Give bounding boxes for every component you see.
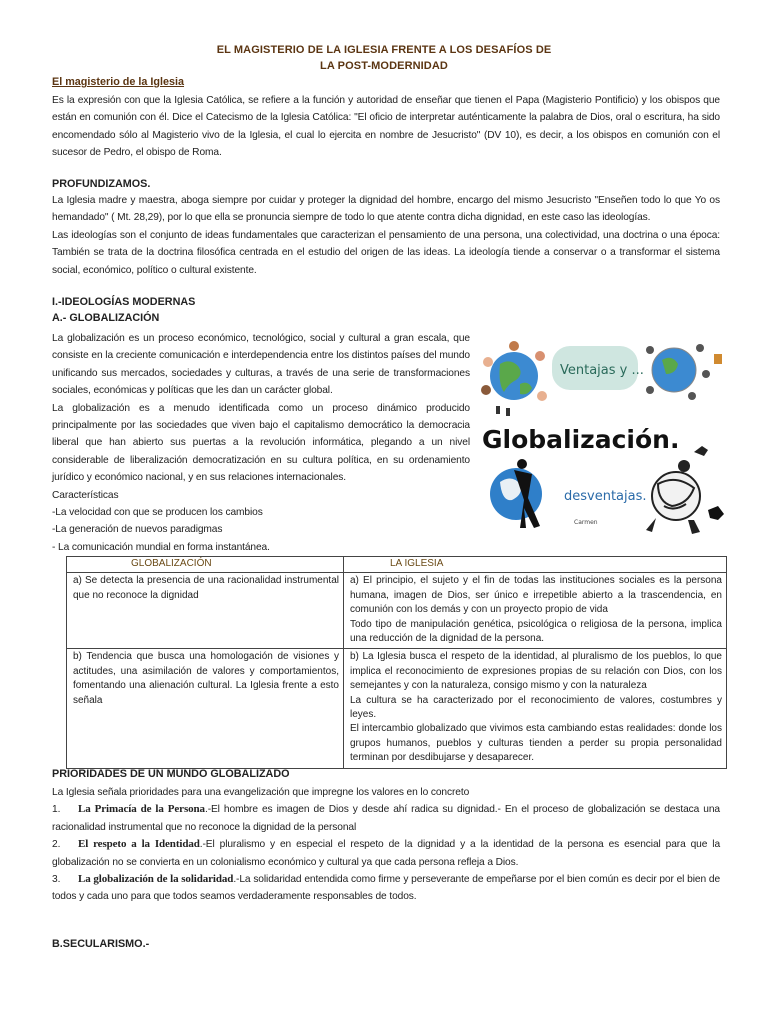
table-cell-globalizacion: [67, 649, 344, 768]
ventajas-text: Ventajas y ...: [560, 363, 644, 378]
prioridad-item: [52, 871, 720, 906]
globalizacion-paragraph-1: La globalización es un proceso económico, tecnológico, social y cultural a gran escala, que consiste en la creciente comunicación e interdependencia entre los distintos países del mundo unificando sus mercados, sociedades y culturas, a través de una serie de transformaciones sociales, económicas y políticas que les dan un carácter global.: [52, 333, 470, 397]
globe-figure-icon: [490, 459, 542, 528]
small-map-icon: [694, 446, 708, 456]
table-cell-iglesia: [344, 573, 727, 649]
cell-text: Todo tipo de manipulación genética, psicológica o religiosa de la persona, implica una reducción de la dignidad de la persona.: [350, 618, 722, 645]
prioridades-intro: La Iglesia señala prioridades para una evangelización que impregne los valores en lo concreto: [52, 787, 470, 798]
prioridad-number: 3.: [52, 874, 61, 886]
caracteristicas-label: Características: [52, 489, 119, 501]
table-header-iglesia: LA IGLESIA: [344, 557, 727, 573]
prioridad-text: .-El hombre es imagen de Dios y desde ahí radica su dignidad.- En el proceso de globalización se destaca una racionalidad instrumental que no reconoce la dignidad de la personal: [52, 804, 720, 833]
magisterio-heading: El magisterio de la Iglesia: [52, 76, 185, 88]
document-title-line1: EL MAGISTERIO DE LA IGLESIA FRENTE A LOS DESAFÍOS DE: [216, 44, 552, 56]
prioridad-title: El respeto a la Identidad: [78, 838, 200, 851]
table-header-row: [67, 557, 727, 573]
table-row: [67, 649, 727, 768]
globalizacion-illustration: [478, 334, 726, 540]
table-cell-iglesia: [344, 649, 727, 768]
prioridad-item: [52, 836, 720, 871]
profundizamos-paragraph-1: La Iglesia madre y maestra, aboga siempre por cuidar y proteger la dignidad del hombre, encargo del mismo Jesucristo "Enseñen todo lo que Yo os hemandado" ( Mt. 28,29), por lo que ella se pronuncia siempre de todo lo que atente contra dicha dignidad, en este caso las ideologías.: [52, 195, 720, 224]
collage-signature: Carmen: [574, 519, 598, 526]
secularismo-heading: B.SECULARISMO.-: [52, 938, 150, 950]
tangled-globe-icon: [646, 460, 700, 534]
caracteristica-item: - La comunicación mundial en forma instantánea.: [52, 541, 270, 553]
cell-text: a) El principio, el sujeto y el fin de todas las instituciones sociales es la persona humana, imagen de Dios, ser único e irrepetible abierto a la trascendencia, en comunión con los demás y con un proyecto propio de vida: [350, 575, 722, 616]
ideologias-heading: I.-IDEOLOGÍAS MODERNAS: [52, 296, 196, 308]
caracteristica-item: -La generación de nuevos paradigmas: [52, 524, 223, 536]
magisterio-text: Es la expresión con que la Iglesia Católica, se refiere a la función y autoridad de enseñar que tienen el Papa (Magisterio Pontificio) y los obispos que están en comunión con él. Dice el Catecismo de la Iglesia Católica: "El oficio de interpretar auténticamente la palabra de Dios, oral o escritura, ha sido encomendado sólo al Magisterio vivo de la Iglesia, el cual lo ejercita en nombre de Jesucristo" (DV 10), es decir, a los obispos en comunión con el sucesor de Pedro, el obispo de Roma.: [52, 95, 720, 159]
prioridad-title: La Primacía de la Persona: [78, 803, 205, 816]
desventajas-label: desventajas.: [564, 489, 647, 504]
globalizacion-body: [52, 330, 470, 556]
prioridad-text: .-El pluralismo y en especial el respeto de la dignidad y a la identidad de la persona es esencial para que la globalización no se convierta en un colonialismo económico y cultural ya que cada persona refleja a Dios.: [52, 839, 721, 868]
prioridad-item: [52, 801, 720, 836]
table-row: [67, 573, 727, 649]
comparison-table: [66, 556, 727, 769]
prioridad-text: .-La solidaridad entendida como firme y perseverante de empeñarse por el bien común es decir por el bien de todos y cada uno para que todos seamos verdaderamente responsables de todos.: [52, 874, 721, 903]
map-fragment-icon: [708, 506, 724, 520]
cell-text: b) Tendencia que busca una homologación de visiones y actitudes, una asimilación de valores y comportamientos, fomentando una alienación cultural. La Iglesia frente a esto señala: [73, 651, 339, 706]
profundizamos-body: [52, 192, 720, 279]
magisterio-paragraph: [52, 92, 720, 162]
ventajas-label: [552, 346, 644, 390]
table-cell-globalizacion: [67, 573, 344, 649]
crowd-globe-icon: [646, 344, 722, 400]
prioridad-number: 1.: [52, 804, 61, 816]
globalizacion-subheading: A.- GLOBALIZACIÓN: [52, 312, 160, 324]
caracteristica-item: -La velocidad con que se producen los cambios: [52, 507, 263, 519]
cell-text: b) La Iglesia busca el respeto de la identidad, al pluralismo de los pueblos, lo que implica el reconocimiento de expresiones propias de su relación con Dios, con los semejantes y con la naturaleza, consigo mismo y con la naturaleza: [350, 651, 722, 692]
profundizamos-heading: PROFUNDIZAMOS.: [52, 178, 151, 190]
prioridades-heading: PRIORIDADES DE UN MUNDO GLOBALIZADO: [52, 768, 290, 780]
document-title-line2: LA POST-MODERNIDAD: [320, 60, 448, 72]
globalizacion-collage-svg: [478, 334, 726, 540]
prioridades-body: [52, 784, 720, 906]
cell-text: El intercambio globalizado que vivimos esta cambiando estas realidades: donde los grupos humanos, pueblos y culturas tienden a perder su propia personalidad terminan por desdibujarse y desaparecer.: [350, 723, 722, 764]
cell-text: a) Se detecta la presencia de una racionalidad instrumental que no reconoce la dignidad: [73, 575, 339, 601]
profundizamos-paragraph-2: Las ideologías son el conjunto de ideas fundamentales que caracterizan el pensamiento de una persona, una colectividad, una doctrina o una época: También se trata de la doctrina filosófica centrada en el estudio del origen de las ideas. La ideología tiende a conservar o a transformar el sistema social, económico, político o cultural existente.: [52, 229, 720, 276]
prioridad-number: 2.: [52, 839, 61, 851]
globe-hands-icon: [481, 341, 547, 416]
cell-text: La cultura se ha caracterizado por el reconocimiento de valores, costumbres y leyes.: [350, 694, 722, 721]
table-header-globalizacion: GLOBALIZACIÓN: [67, 557, 344, 573]
globalizacion-collage-title: Globalización.: [482, 425, 680, 454]
prioridad-title: La globalización de la solidaridad: [78, 873, 234, 886]
globalizacion-paragraph-2: La globalización es a menudo identificada como un proceso dinámico producido principalmente por las sociedades que viven bajo el capitalismo democrático la democracia liberal que han abierto sus puertas a la revolución informática, plegando a un nivel considerable de liberalización democratización en su cultura política, en su ordenamiento jurídico y económico nacional, y en sus relaciones internacionales.: [52, 402, 470, 484]
